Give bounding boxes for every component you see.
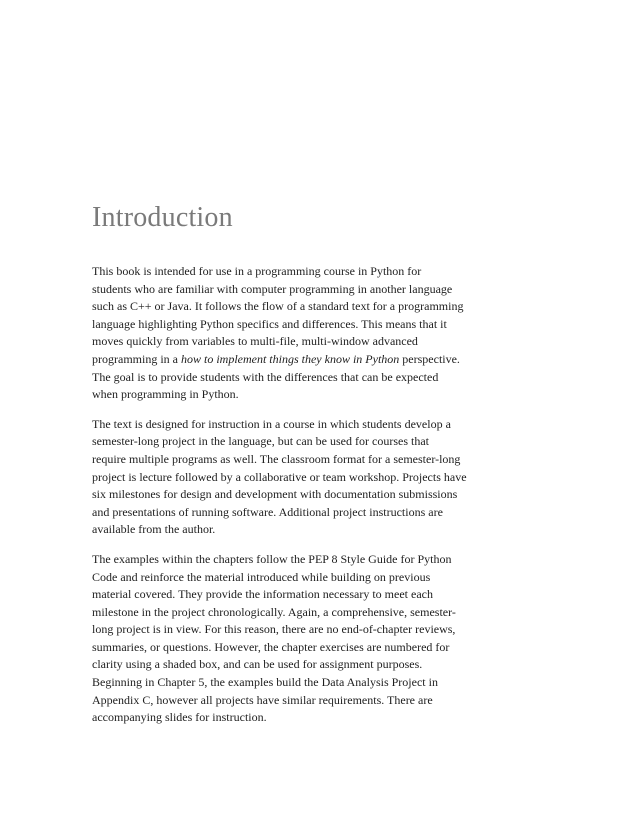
text-line: moves quickly from variables to multi-file, multi-window advanced: [92, 334, 418, 349]
text-line: The goal is to provide students with the differences that can be expected: [92, 369, 439, 384]
text-line: This book is intended for use in a programming course in Python for: [92, 264, 422, 278]
text-line: six milestones for design and development with documentation submissions: [92, 487, 458, 502]
text-line: Code and reinforce the material introduced while building on previous: [92, 569, 431, 584]
text-line: milestone in the project chronologically. Again, a comprehensive, semester-: [92, 604, 456, 619]
text-line: The text is designed for instruction in a course in which students develop a: [92, 416, 451, 431]
text-line: language highlighting Python specifics and differences. This means that it: [92, 316, 447, 331]
text-line: require multiple programs as well. The classroom format for a semester-long: [92, 451, 461, 466]
text-line: Beginning in Chapter 5, the examples build the Data Analysis Project in: [92, 675, 438, 690]
paragraph-2: [92, 416, 492, 539]
chapter-title: Introduction: [92, 202, 233, 233]
text-line: such as C++ or Java. It follows the flow of a standard text for a programming: [92, 299, 464, 314]
text-line: Appendix C, however all projects have similar requirements. There are: [92, 692, 433, 707]
body-text: [92, 263, 492, 739]
text-line: and presentations of running software. Additional project instructions are: [92, 504, 443, 519]
text-line: programming in a how to implement things they know in Python perspective.: [92, 351, 460, 366]
text-line: accompanying slides for instruction.: [92, 710, 267, 725]
text-line: project is lecture followed by a collaborative or team workshop. Projects have: [92, 469, 467, 484]
text-line: material covered. They provide the information necessary to meet each: [92, 587, 433, 602]
text-line: when programming in Python.: [92, 387, 239, 402]
text-line: students who are familiar with computer programming in another language: [92, 281, 453, 296]
text-line: semester-long project in the language, but can be used for courses that: [92, 434, 429, 449]
text-line: The examples within the chapters follow the PEP 8 Style Guide for Python: [92, 551, 452, 566]
paragraph-3: [92, 551, 492, 727]
paragraph-1: [92, 263, 492, 404]
text-line: clarity using a shaded box, and can be used for assignment purposes.: [92, 657, 423, 672]
text-line: long project is in view. For this reason, there are no end-of-chapter reviews,: [92, 622, 456, 637]
text-line: summaries, or questions. However, the chapter exercises are numbered for: [92, 639, 450, 654]
emphasized-phrase: how to implement things they know in Python: [180, 351, 400, 366]
text-line: available from the author.: [92, 522, 216, 537]
